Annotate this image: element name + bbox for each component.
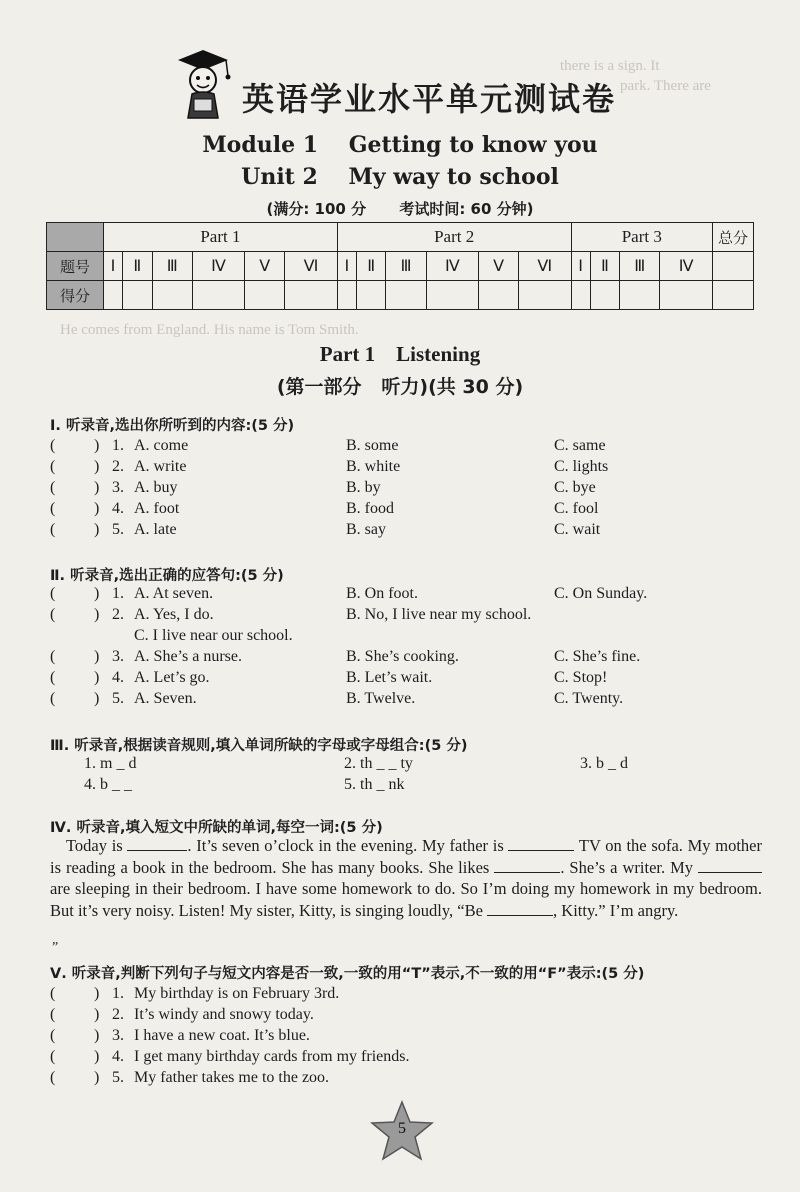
option-c: C. Stop! xyxy=(554,669,608,686)
col-p3-4: Ⅳ xyxy=(660,252,713,281)
statement-text: I have a new coat. It’s blue. xyxy=(134,1027,310,1044)
option-a: A. come xyxy=(134,437,189,454)
item-number: 2. xyxy=(112,606,124,623)
unit-heading: Unit 2 My way to school xyxy=(241,164,559,190)
score-cell[interactable] xyxy=(337,281,356,310)
score-cell[interactable] xyxy=(660,281,713,310)
page-number-badge xyxy=(370,1100,434,1162)
statement-text: My birthday is on February 3rd. xyxy=(134,985,340,1002)
option-a: A. Let’s go. xyxy=(134,669,210,686)
passage-text: . She’s a writer. My xyxy=(560,857,694,877)
option-b: B. No, I live near my school. xyxy=(346,606,532,623)
score-cell[interactable] xyxy=(285,281,338,310)
answer-paren-open[interactable]: ( xyxy=(50,1006,56,1023)
stray-quote: ” xyxy=(52,940,59,955)
item-number: 1. xyxy=(112,437,124,454)
option-a: A. buy xyxy=(134,479,178,496)
option-c: C. same xyxy=(554,437,606,454)
row-label-question: 题号 xyxy=(47,252,104,281)
option-c: C. bye xyxy=(554,479,596,496)
option-b: B. She’s cooking. xyxy=(346,648,459,665)
blank-5[interactable] xyxy=(487,901,553,916)
item-number: 2. xyxy=(112,1006,124,1023)
score-time-line xyxy=(0,198,800,219)
q1-item: ( ) 3. A. buy B. by C. bye xyxy=(50,479,596,496)
exam-time: 考试时间: 60 分钟) xyxy=(399,200,534,218)
statement-text: It’s windy and snowy today. xyxy=(134,1006,314,1023)
option-c: C. wait xyxy=(554,521,601,538)
answer-paren-open[interactable]: ( xyxy=(50,500,56,517)
option-b: B. Twelve. xyxy=(346,690,416,707)
option-b: B. On foot. xyxy=(346,585,418,602)
q3-row xyxy=(50,755,770,776)
score-cell[interactable] xyxy=(104,281,123,310)
table-total-header: 总分 xyxy=(713,223,754,252)
col-p2-3: Ⅲ xyxy=(386,252,426,281)
answer-paren-open[interactable]: ( xyxy=(50,690,56,707)
passage-text: Today is xyxy=(66,836,123,855)
blank-3[interactable] xyxy=(494,858,560,873)
q3-row xyxy=(50,776,770,797)
passage-text: TV on the sofa. My mother is reading a book in the bedroom. She has many books. She likes xyxy=(50,836,762,877)
col-p3-2: Ⅱ xyxy=(590,252,620,281)
row-label-score: 得分 xyxy=(47,281,104,310)
title-block xyxy=(170,44,630,124)
score-cell[interactable] xyxy=(518,281,571,310)
option-a: A. At seven. xyxy=(134,585,214,602)
q5-item: ( ) 5. My father takes me to the zoo. xyxy=(50,1069,330,1086)
option-b: B. food xyxy=(346,500,394,517)
answer-paren-open[interactable]: ( xyxy=(50,479,56,496)
passage-text: . It’s seven o’clock in the evening. My father is xyxy=(187,836,504,855)
option-c: C. Twenty. xyxy=(554,690,624,707)
item-number: 3. xyxy=(112,479,124,496)
section-4-heading: Ⅳ. 听录音,填入短文中所缺的单词,每空一词:(5 分) xyxy=(50,820,383,836)
score-cell[interactable] xyxy=(123,281,153,310)
option-a: A. write xyxy=(134,458,187,475)
col-p1-3: Ⅲ xyxy=(152,252,192,281)
answer-paren-open[interactable]: ( xyxy=(50,458,56,475)
section-1-heading: Ⅰ. 听录音,选出你所听到的内容:(5 分) xyxy=(50,418,295,434)
option-a: A. foot xyxy=(134,500,180,517)
exam-title: 英语学业水平单元测试卷 xyxy=(242,80,617,118)
col-p1-1: Ⅰ xyxy=(104,252,123,281)
item-number: 4. xyxy=(112,1048,124,1065)
show-through-text: park. There are xyxy=(620,78,711,94)
item-number: 4. xyxy=(112,500,124,517)
score-cell[interactable] xyxy=(192,281,245,310)
table-score-row xyxy=(47,281,754,310)
table-question-row xyxy=(47,252,754,281)
q2-item: ( ) 3. A. She’s a nurse. B. She’s cooking. C. She’s fine. xyxy=(50,648,641,665)
option-b: B. some xyxy=(346,437,399,454)
option-a: A. Seven. xyxy=(134,690,197,707)
answer-paren-open[interactable]: ( xyxy=(50,985,56,1002)
table-part1-header: Part 1 xyxy=(104,223,338,252)
score-cell[interactable] xyxy=(356,281,386,310)
table-corner xyxy=(47,223,104,252)
col-p3-3: Ⅲ xyxy=(620,252,660,281)
option-a: A. late xyxy=(134,521,177,538)
score-cell[interactable] xyxy=(590,281,620,310)
spelling-item[interactable]: 2. th _ _ ty xyxy=(344,755,413,772)
item-number: 5. xyxy=(112,521,124,538)
option-b: B. say xyxy=(346,521,386,538)
q5-item: ( ) 3. I have a new coat. It’s blue. xyxy=(50,1027,310,1044)
q1-item: ( ) 2. A. write B. white C. lights xyxy=(50,458,609,475)
q2-item: ( ) 5. A. Seven. B. Twelve. C. Twenty. xyxy=(50,690,624,707)
q5-item: ( ) 2. It’s windy and snowy today. xyxy=(50,1006,314,1023)
graduate-mascot-icon xyxy=(170,44,236,120)
q2-item-continued xyxy=(50,627,770,648)
col-p3-1: Ⅰ xyxy=(571,252,590,281)
q1-item: ( ) 5. A. late B. say C. wait xyxy=(50,521,601,538)
option-a: A. Yes, I do. xyxy=(134,606,214,623)
statement-text: My father takes me to the zoo. xyxy=(134,1069,330,1086)
item-number: 2. xyxy=(112,458,124,475)
spelling-item[interactable]: 5. th _ nk xyxy=(344,776,405,793)
answer-paren-open[interactable]: ( xyxy=(50,585,56,602)
show-through-text: there is a sign. It xyxy=(560,58,660,74)
answer-paren-open[interactable]: ( xyxy=(50,521,56,538)
passage-text: , Kitty.” I’m angry. xyxy=(553,900,679,920)
spelling-item[interactable]: 4. b _ _ xyxy=(84,776,132,793)
item-number: 1. xyxy=(112,585,124,602)
blank-4[interactable] xyxy=(698,858,762,873)
q2-item: ( ) 1. A. At seven. B. On foot. C. On Sunday. xyxy=(50,585,648,602)
score-cell[interactable] xyxy=(152,281,192,310)
part1-title: Part 1 Listening xyxy=(319,342,481,366)
answer-paren-open[interactable]: ( xyxy=(50,648,56,665)
item-number: 3. xyxy=(112,1027,124,1044)
q2-item: ( ) 2. A. Yes, I do. B. No, I live near my school. xyxy=(50,606,532,623)
score-cell[interactable] xyxy=(386,281,426,310)
option-b: B. white xyxy=(346,458,401,475)
option-c: C. I live near our school. xyxy=(134,627,293,644)
item-number: 5. xyxy=(112,1069,124,1086)
col-p1-2: Ⅱ xyxy=(123,252,153,281)
col-p1-6: Ⅵ xyxy=(285,252,338,281)
section-5-heading: Ⅴ. 听录音,判断下列句子与短文内容是否一致,一致的用“T”表示,不一致的用“F”表示:(5 分) xyxy=(50,966,645,982)
spelling-item[interactable]: 3. b _ d xyxy=(580,755,628,772)
item-number: 5. xyxy=(112,690,124,707)
item-number: 3. xyxy=(112,648,124,665)
col-p1-5: Ⅴ xyxy=(245,252,285,281)
option-c: C. lights xyxy=(554,458,609,475)
answer-paren-open[interactable]: ( xyxy=(50,669,56,686)
col-p2-4: Ⅳ xyxy=(426,252,479,281)
statement-text: I get many birthday cards from my friends. xyxy=(134,1048,410,1065)
blank-2[interactable] xyxy=(508,836,574,851)
table-part3-header: Part 3 xyxy=(571,223,712,252)
q2-item: ( ) 4. A. Let’s go. B. Let’s wait. C. Stop! xyxy=(50,669,608,686)
score-cell[interactable] xyxy=(479,281,519,310)
score-cell[interactable] xyxy=(571,281,590,310)
score-table xyxy=(46,222,754,310)
total-score-cell[interactable] xyxy=(713,281,754,310)
answer-paren-open[interactable]: ( xyxy=(50,606,56,623)
score-cell[interactable] xyxy=(426,281,479,310)
answer-paren-open[interactable]: ( xyxy=(50,1069,56,1086)
total-cell xyxy=(713,252,754,281)
show-through-text: He comes from England. His name is Tom Smith. xyxy=(60,322,359,338)
blank-1[interactable] xyxy=(127,836,187,851)
option-b: B. Let’s wait. xyxy=(346,669,433,686)
col-p2-6: Ⅵ xyxy=(518,252,571,281)
module-heading: Module 1 Getting to know you xyxy=(202,132,598,158)
answer-paren-open[interactable]: ( xyxy=(50,1027,56,1044)
option-a: A. She’s a nurse. xyxy=(134,648,242,665)
score-cell[interactable] xyxy=(620,281,660,310)
table-header-row xyxy=(47,223,754,252)
section-2-heading: Ⅱ. 听录音,选出正确的应答句:(5 分) xyxy=(50,568,284,584)
col-p2-5: Ⅴ xyxy=(479,252,519,281)
col-p2-2: Ⅱ xyxy=(356,252,386,281)
item-number: 4. xyxy=(112,669,124,686)
option-c: C. She’s fine. xyxy=(554,648,641,665)
full-score: (满分: 100 分 xyxy=(266,200,367,218)
option-c: C. fool xyxy=(554,500,599,517)
spelling-item[interactable]: 1. m _ d xyxy=(84,755,137,772)
section-3-heading: Ⅲ. 听录音,根据读音规则,填入单词所缺的字母或字母组合:(5 分) xyxy=(50,738,468,754)
option-b: B. by xyxy=(346,479,381,496)
col-p1-4: Ⅳ xyxy=(192,252,245,281)
answer-paren-open[interactable]: ( xyxy=(50,1048,56,1065)
page-number: 5 xyxy=(398,1120,406,1137)
table-part2-header: Part 2 xyxy=(337,223,571,252)
option-c: C. On Sunday. xyxy=(554,585,648,602)
passage-text: are sleeping in their bedroom. I have some homework to do. So I’m doing my homework in my bedroom. But it’s very noisy. Listen! My sister, Kitty, is singing loudly, “Be xyxy=(50,879,762,920)
q1-item: ( ) 4. A. foot B. food C. fool xyxy=(50,500,599,517)
q1-item: ( ) 1. A. come B. some C. same xyxy=(50,437,606,454)
part1-subtitle: (第一部分 听力)(共 30 分) xyxy=(276,376,524,398)
col-p2-1: Ⅰ xyxy=(337,252,356,281)
q5-item: ( ) 4. I get many birthday cards from my friends. xyxy=(50,1048,410,1065)
score-cell[interactable] xyxy=(245,281,285,310)
cloze-passage xyxy=(50,835,762,921)
item-number: 1. xyxy=(112,985,124,1002)
answer-paren-open[interactable]: ( xyxy=(50,437,56,454)
q5-item: ( ) 1. My birthday is on February 3rd. xyxy=(50,985,340,1002)
